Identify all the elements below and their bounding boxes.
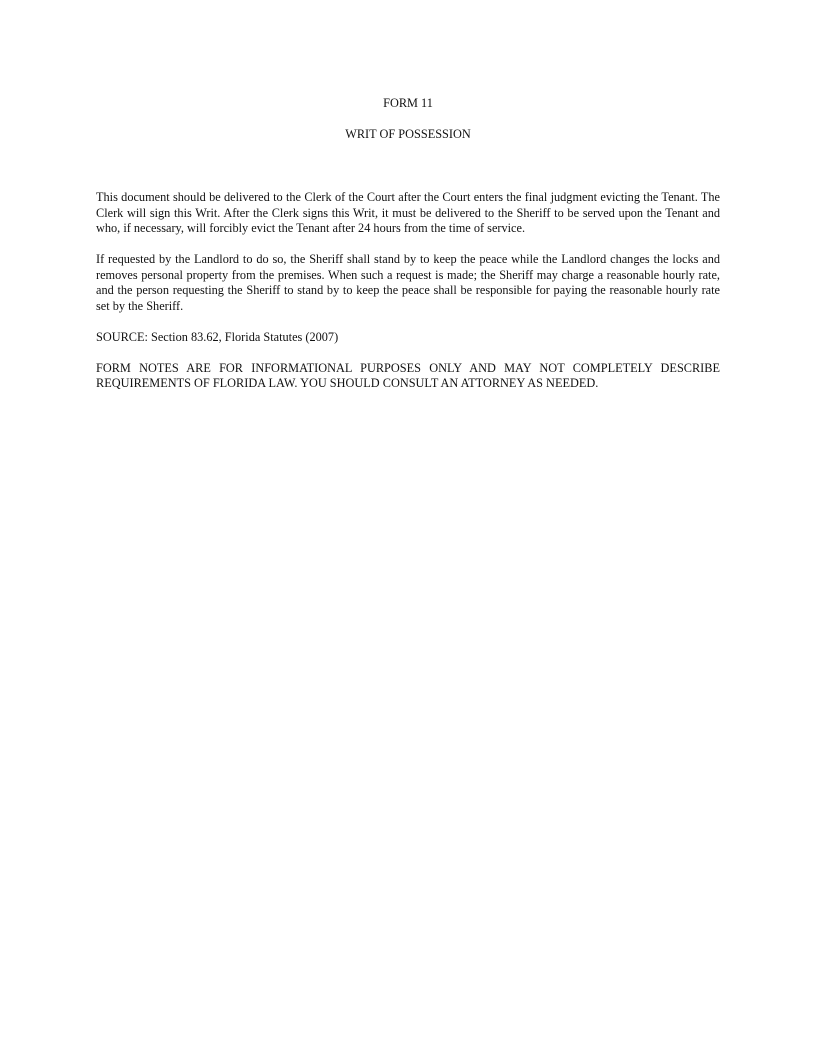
document-title: WRIT OF POSSESSION — [345, 127, 471, 141]
paragraph-source-citation: SOURCE: Section 83.62, Florida Statutes (2007) — [96, 329, 339, 344]
form-number: FORM 11 — [383, 96, 433, 110]
paragraph-delivery-instructions: This document should be delivered to the Clerk of the Court after the Court enters the final judgment evicting the Tenant. The Clerk will sign this Writ. After the Clerk signs this Writ, it must be delivered to the Sheriff to be served upon the Tenant and who, if necessary, will forcibly evict the Tenant after 24 hours from the time of service. — [96, 190, 720, 235]
document-body — [96, 190, 720, 407]
paragraph-form-notes-disclaimer: FORM NOTES ARE FOR INFORMATIONAL PURPOSES ONLY AND MAY NOT COMPLETELY DESCRIBE REQUIREMENTS OF FLORIDA LAW. YOU SHOULD CONSULT AN ATTORNEY AS NEEDED. — [96, 360, 720, 390]
paragraph-sheriff-standby: If requested by the Landlord to do so, the Sheriff shall stand by to keep the peace while the Landlord changes the locks and removes personal property from the premises. When such a request is made; the Sheriff may charge a reasonable hourly rate, and the person requesting the Sheriff to stand by to keep the peace shall be responsible for paying the reasonable hourly rate set by the Sheriff. — [96, 252, 720, 313]
